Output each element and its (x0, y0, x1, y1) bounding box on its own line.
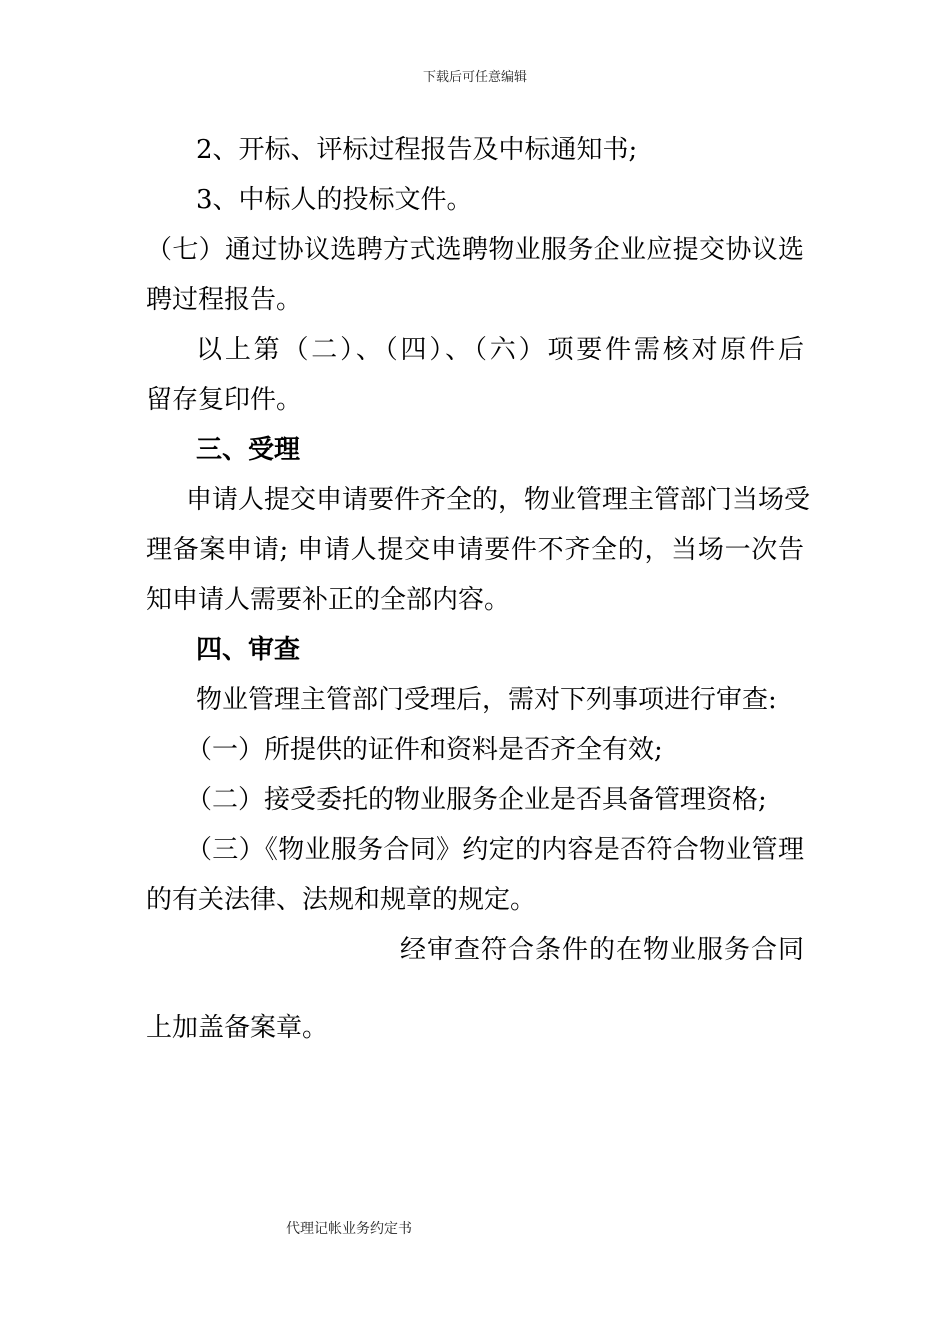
review-item-3-line-2: 的有关法律、法规和规章的规定。 (146, 885, 537, 915)
page-header-note: 下载后可任意编辑 (422, 70, 527, 85)
page-footer-note: 代理记帐业务约定书 (286, 1221, 412, 1237)
list-item-2: 2、开标、评标过程报告及中标通知书; (196, 135, 638, 165)
section-heading-review: 四、审查 (196, 635, 301, 665)
note-line-1: 以上第（二）、（四）、（六）项要件需核对原件后 (196, 335, 804, 365)
acceptance-line-3: 知申请人需要补正的全部内容。 (146, 585, 511, 615)
paragraph-7-line-2: 聘过程报告。 (146, 285, 303, 315)
conclusion-line-2: 上加盖备案章。 (146, 1013, 329, 1043)
section-heading-acceptance: 三、受理 (196, 435, 301, 465)
acceptance-line-1: 申请人提交申请要件齐全的，物业管理主管部门当场受 (186, 485, 811, 515)
review-item-3-line-1: （三）《物业服务合同》约定的内容是否符合物业管理 (186, 835, 804, 865)
acceptance-line-2: 理备案申请; 申请人提交申请要件不齐全的，当场一次告 (146, 535, 804, 565)
note-line-2: 留存复印件。 (146, 385, 303, 415)
conclusion-line-1: 经审查符合条件的在物业服务合同 (400, 935, 804, 965)
review-intro: 物业管理主管部门受理后，需对下列事项进行审查: (196, 685, 777, 715)
paragraph-7-line-1: （七）通过协议选聘方式选聘物业服务企业应提交协议选 (146, 235, 804, 265)
review-item-1: （一）所提供的证件和资料是否齐全有效; (186, 735, 663, 765)
list-item-3: 3、中标人的投标文件。 (196, 185, 473, 215)
review-item-2: （二）接受委托的物业服务企业是否具备管理资格; (186, 785, 767, 815)
